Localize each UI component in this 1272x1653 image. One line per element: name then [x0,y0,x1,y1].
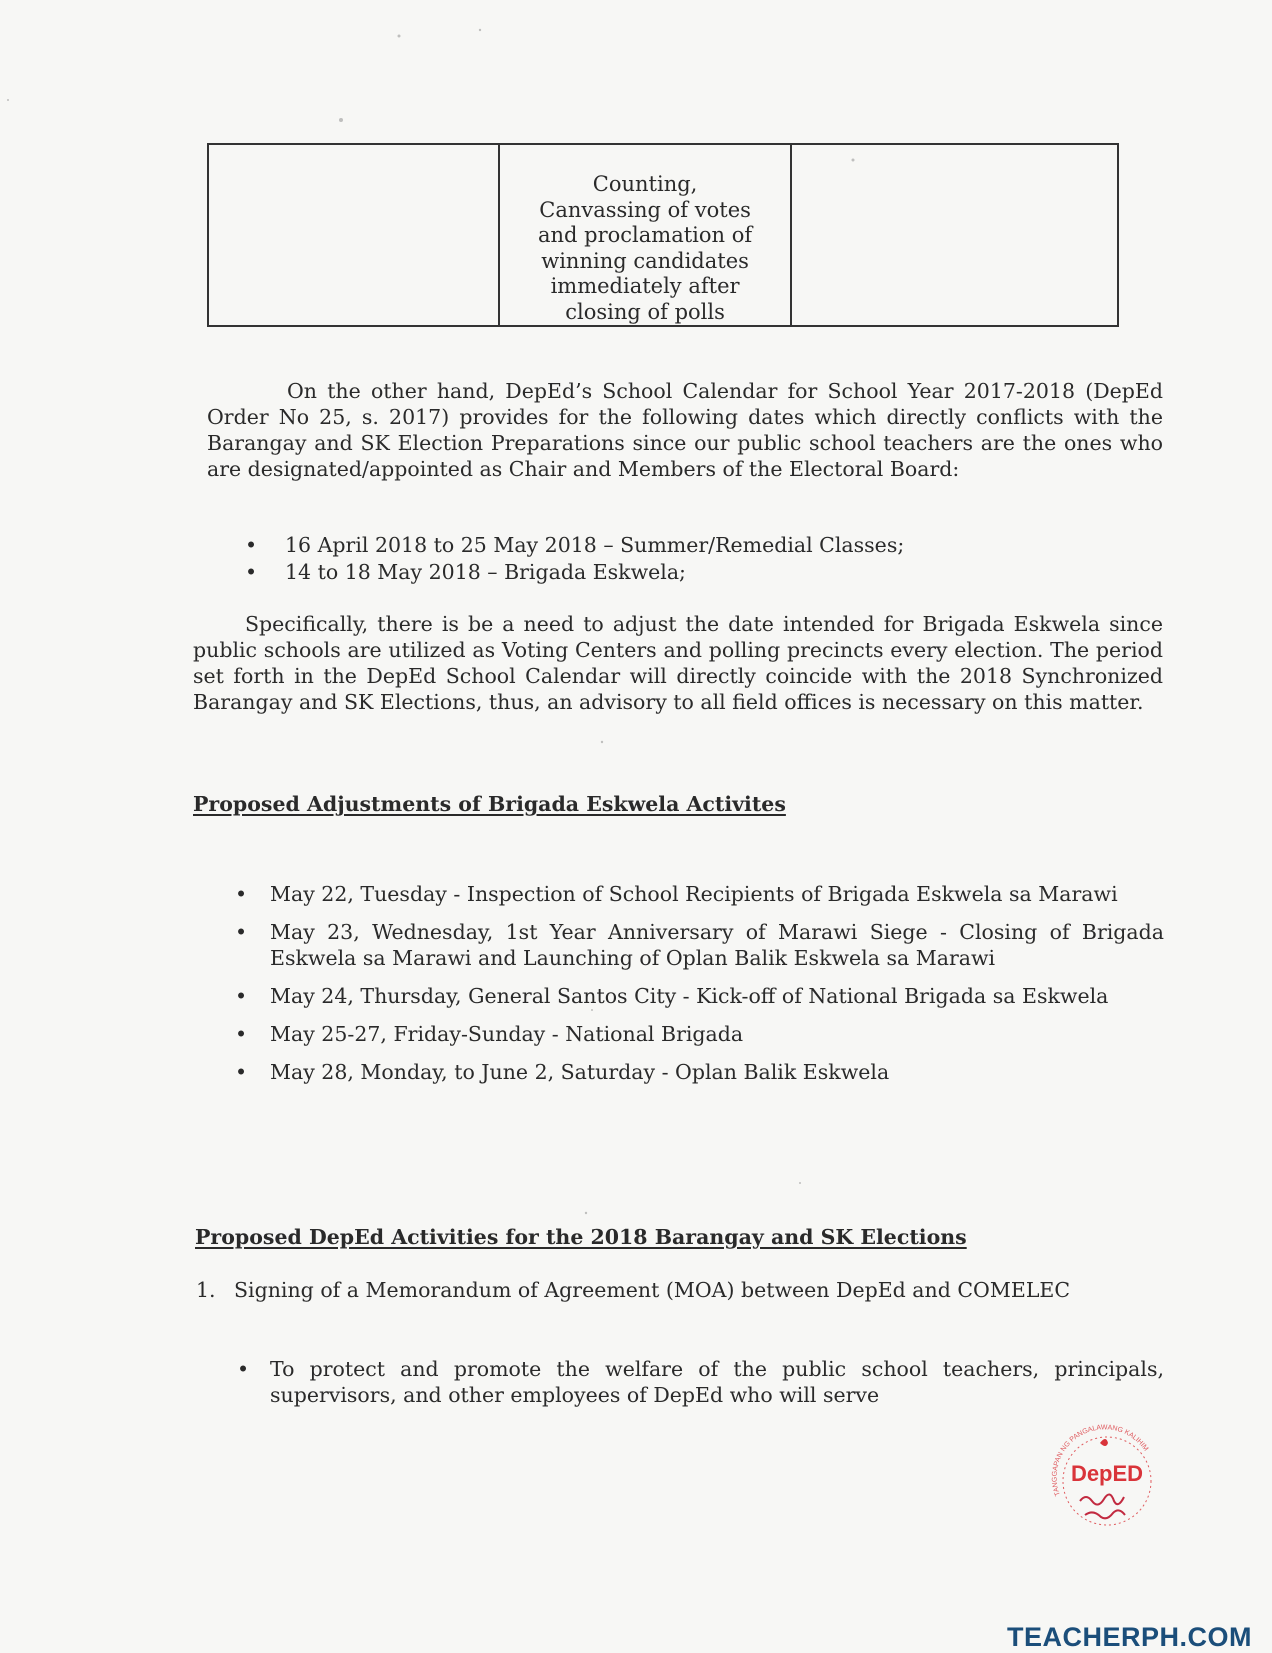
table-cell-empty-left [208,144,499,326]
stamp-logo-text: DepED [1070,1461,1144,1486]
cell-line: closing of polls [565,299,725,324]
calendar-dates-list [245,532,904,586]
signature-icon [1080,1494,1125,1518]
list-item: • May 28, Monday, to June 2, Saturday - Oplan Balik Eskwela [230,1059,1164,1085]
activities-list [230,881,1164,1097]
torch-flame-icon [1100,1439,1108,1446]
cell-line: winning candidates [541,248,749,273]
section-heading-adjustments: Proposed Adjustments of Brigada Eskwela Activites [193,792,786,816]
site-watermark: TEACHERPH.COM [1006,1622,1252,1652]
adjustment-need-paragraph: Specifically, there is be a need to adjust the date intended for Brigada Eskwela since public schools are utilized as Voting Centers and polling precincts every election. The period set forth in the DepEd School Calendar will directly coincide with the 2018 Synchronized Barangay and SK Elections, thus, an advisory to all field offices is necessary on this matter. [193,612,1163,714]
item-text: Signing of a Memorandum of Agreement (MOA) between DepEd and COMELEC [234,1278,1071,1302]
numbered-item [196,1277,1164,1303]
schedule-table [207,143,1119,327]
deped-seal-stamp [1030,1423,1180,1533]
table-row [208,144,1118,326]
list-item: • To protect and promote the welfare of the public school teachers, principals, supervisors, and other employees of DepEd who will serve [232,1356,1164,1408]
cell-line: Canvassing of votes [539,197,751,222]
cell-line: Counting, [592,172,698,196]
list-item: • 16 April 2018 to 25 May 2018 – Summer/Remedial Classes; [245,532,904,559]
list-item: • May 22, Tuesday - Inspection of School Recipients of Brigada Eskwela sa Marawi [230,881,1164,907]
cell-line: immediately after [550,274,740,298]
moa-purpose-list [232,1356,1164,1408]
cell-line: and proclamation of [538,223,753,247]
calendar-conflict-paragraph: On the other hand, DepEd’s School Calendar for School Year 2017-2018 (DepEd Order No 25, s. 2017) provides for the following dates which directly conflicts with the Barangay and SK Election Preparations since our public school teachers are the ones who are designated/appointed as Chair and Members of the Electoral Board: [207,379,1163,481]
section-heading-election-activities: Proposed DepEd Activities for the 2018 Barangay and SK Elections [195,1225,967,1249]
list-item: • May 23, Wednesday, 1st Year Anniversary of Marawi Siege - Closing of Brigada Eskwela sa Marawi and Launching of Oplan Balik Eskwela sa Marawi [230,919,1164,971]
stamp-ring-text: TANGGAPAN NG PANGALAWANG KALIHIM [1051,1424,1150,1497]
item-number: 1. [196,1278,216,1302]
list-item: • 14 to 18 May 2018 – Brigada Eskwela; [245,559,904,586]
list-item: • May 25-27, Friday-Sunday - National Brigada [230,1021,1164,1047]
table-cell-empty-right [791,144,1118,326]
list-item: • May 24, Thursday, General Santos City - Kick-off of National Brigada sa Eskwela [230,983,1164,1009]
table-cell-activity [499,144,790,326]
